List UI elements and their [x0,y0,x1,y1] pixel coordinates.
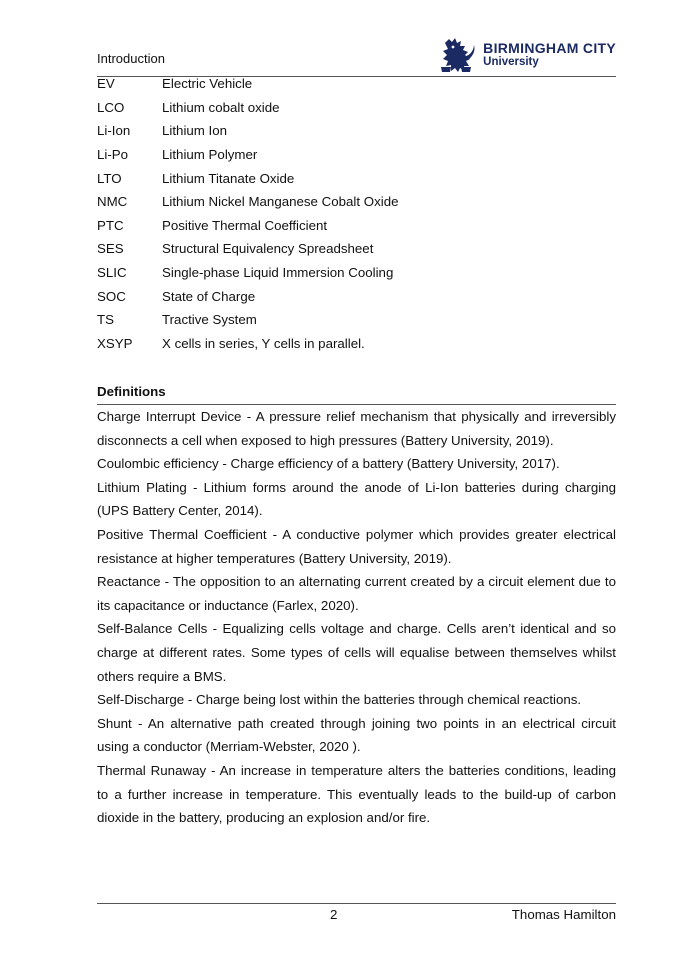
abbreviation-meaning: Positive Thermal Coefficient [162,217,328,233]
definition-item: Reactance - The opposition to an alternating current created by a circuit element due to its capacitance or inductance (Farlex, 2020). [97,574,616,613]
abbreviation-term: SOC [97,288,126,304]
abbreviation-meaning: Single-phase Liquid Immersion Cooling [162,265,394,281]
author-name: Thomas Hamilton [511,907,616,922]
list-item [97,214,617,238]
definition-item: Shunt - An alternative path created through joining two points in an electrical circuit using a conductor (Merriam-Webster, 2020 ). [97,715,616,755]
list-item [97,261,617,285]
logo-line2: University [483,56,539,69]
abbreviation-term: SLIC [97,265,127,281]
list-item [97,119,617,143]
abbreviation-term: EV [97,76,115,92]
abbreviation-meaning: Tractive System [162,312,257,328]
abbreviation-term: Li-Ion [97,123,131,139]
university-logo [439,37,616,73]
definition-item: Positive Thermal Coefficient - A conductive polymer which provides greater electrical resistance at higher temperatures (Battery University, 2019). [97,526,616,566]
abbreviation-meaning: Electric Vehicle [162,76,253,92]
abbreviation-term: LTO [97,170,122,186]
abbreviation-term: TS [97,312,114,328]
definition-item: Coulombic efficiency - Charge efficiency of a battery (Battery University, 2017). [97,456,560,472]
abbreviation-meaning: X cells in series, Y cells in parallel. [162,335,365,351]
abbreviation-meaning: Lithium Ion [162,123,228,139]
list-item [97,332,617,356]
definition-item: Lithium Plating - Lithium forms around the anode of Li-Ion batteries during charging (UPS Battery Center, 2014). [97,479,616,519]
abbreviation-meaning: State of Charge [162,288,256,304]
abbreviation-term: XSYP [97,335,133,351]
abbreviation-meaning: Lithium Polymer [162,147,258,163]
definitions-heading: Definitions [97,380,616,405]
list-item [97,237,617,261]
list-item [97,72,617,96]
list-item [97,284,617,308]
page-number: 2 [330,907,338,922]
abbreviation-term: LCO [97,99,125,115]
abbreviation-term: NMC [97,194,128,210]
list-item [97,190,617,214]
page-footer [97,903,616,924]
definition-item: Thermal Runaway - An increase in temperature alters the batteries conditions, leading to a further increase in temperature. This eventually leads to the build-up of carbon dioxide in the battery, producing an explosion and/or fire. [97,762,616,826]
abbreviation-list [97,72,617,355]
abbreviation-meaning: Lithium Nickel Manganese Cobalt Oxide [162,194,399,210]
section-title: Introduction [97,51,165,66]
list-item [97,308,617,332]
list-item [97,166,617,190]
abbreviation-term: SES [97,241,124,257]
abbreviation-meaning: Structural Equivalency Spreadsheet [162,241,374,257]
definition-item: Self-Balance Cells - Equalizing cells voltage and charge. Cells aren’t identical and so charge at different rates. Some types of cells will equalise between themselves whilst others require a BMS. [97,621,616,684]
definitions-section [97,380,616,830]
definition-item: Charge Interrupt Device - A pressure relief mechanism that physically and irreversibly disconnects a cell when exposed to high pressures (Battery University, 2019). [97,409,616,448]
logo-line1: BIRMINGHAM CITY [483,40,616,57]
abbreviation-term: PTC [97,217,124,233]
abbreviation-meaning: Lithium Titanate Oxide [162,170,295,186]
page-header [97,36,616,77]
definition-item: Self-Discharge - Charge being lost within the batteries through chemical reactions. [97,692,582,708]
list-item [97,143,617,167]
lion-crest-icon [439,37,477,73]
abbreviation-meaning: Lithium cobalt oxide [162,99,280,115]
list-item [97,96,617,120]
abbreviation-term: Li-Po [97,147,129,163]
